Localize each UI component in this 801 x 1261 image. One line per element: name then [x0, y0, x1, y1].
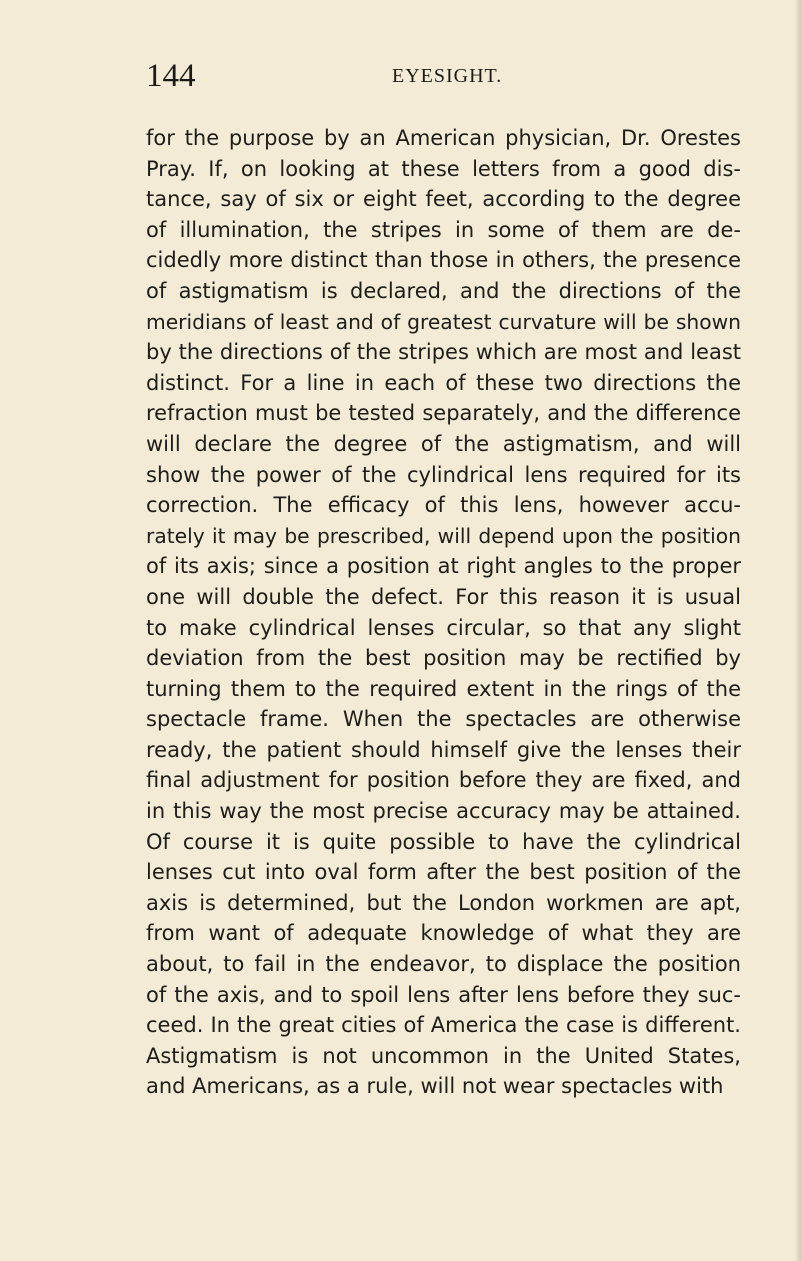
text-line: ceed. In the great cities of America the case is different. [146, 1013, 741, 1038]
page-number: 144 [146, 58, 196, 94]
text-line: tance, say of six or eight feet, according to the degree [146, 187, 741, 212]
text-line: meridians of least and of greatest curvature will be shown [146, 309, 741, 334]
text-line: for the purpose by an American physician, Dr. Orestes [146, 126, 741, 150]
text-line: about, to fail in the endeavor, to displace the position [146, 952, 741, 977]
body-text [146, 123, 741, 1102]
text-line: turning them to the required extent in the rings of the [146, 676, 741, 701]
page-edge-shadow [795, 0, 801, 1261]
text-line: axis is determined, but the London workmen are apt, [146, 890, 741, 915]
text-line: refraction must be tested separately, and the difference [146, 401, 741, 426]
text-line: of its axis; since a position at right angles to the proper [146, 554, 741, 579]
text-line: Astigmatism is not uncommon in the United States, [146, 1043, 741, 1068]
text-line: to make cylindrical lenses circular, so that any slight [146, 615, 741, 640]
text-line: of illumination, the stripes in some of them are de- [146, 217, 741, 242]
text-line: in this way the most precise accuracy may be attained. [146, 799, 741, 824]
text-line: final adjustment for position before they are fixed, and [146, 768, 741, 793]
text-line: distinct. For a line in each of these two directions the [146, 370, 741, 395]
text-line: will declare the degree of the astigmatism, and will [146, 431, 741, 456]
text-line: from want of adequate knowledge of what they are [146, 921, 741, 946]
text-line: correction. The efficacy of this lens, however accu- [146, 493, 741, 518]
text-line: spectacle frame. When the spectacles are otherwise [146, 707, 741, 732]
text-line: show the power of the cylindrical lens required for its [146, 462, 741, 487]
page-header [146, 58, 746, 94]
running-head: EYESIGHT. [392, 65, 503, 87]
text-line: rately it may be prescribed, will depend upon the position [146, 523, 741, 548]
text-line: cidedly more distinct than those in others, the presence [146, 248, 741, 273]
text-line: of astigmatism is declared, and the directions of the [146, 278, 741, 303]
text-line: of the axis, and to spoil lens after lens before they suc- [146, 982, 741, 1007]
text-line: Of course it is quite possible to have the cylindrical [146, 829, 741, 854]
text-line: one will double the defect. For this reason it is usual [146, 584, 741, 609]
text-line: Pray. If, on looking at these letters from a good dis- [146, 156, 741, 181]
text-line: ready, the patient should himself give the lenses their [146, 737, 741, 762]
text-line: lenses cut into oval form after the best position of the [146, 860, 741, 885]
text-line: deviation from the best position may be rectified by [146, 646, 741, 671]
text-line: and Americans, as a rule, will not wear spectacles with [146, 1074, 724, 1099]
text-line: by the directions of the stripes which are most and least [146, 340, 741, 365]
